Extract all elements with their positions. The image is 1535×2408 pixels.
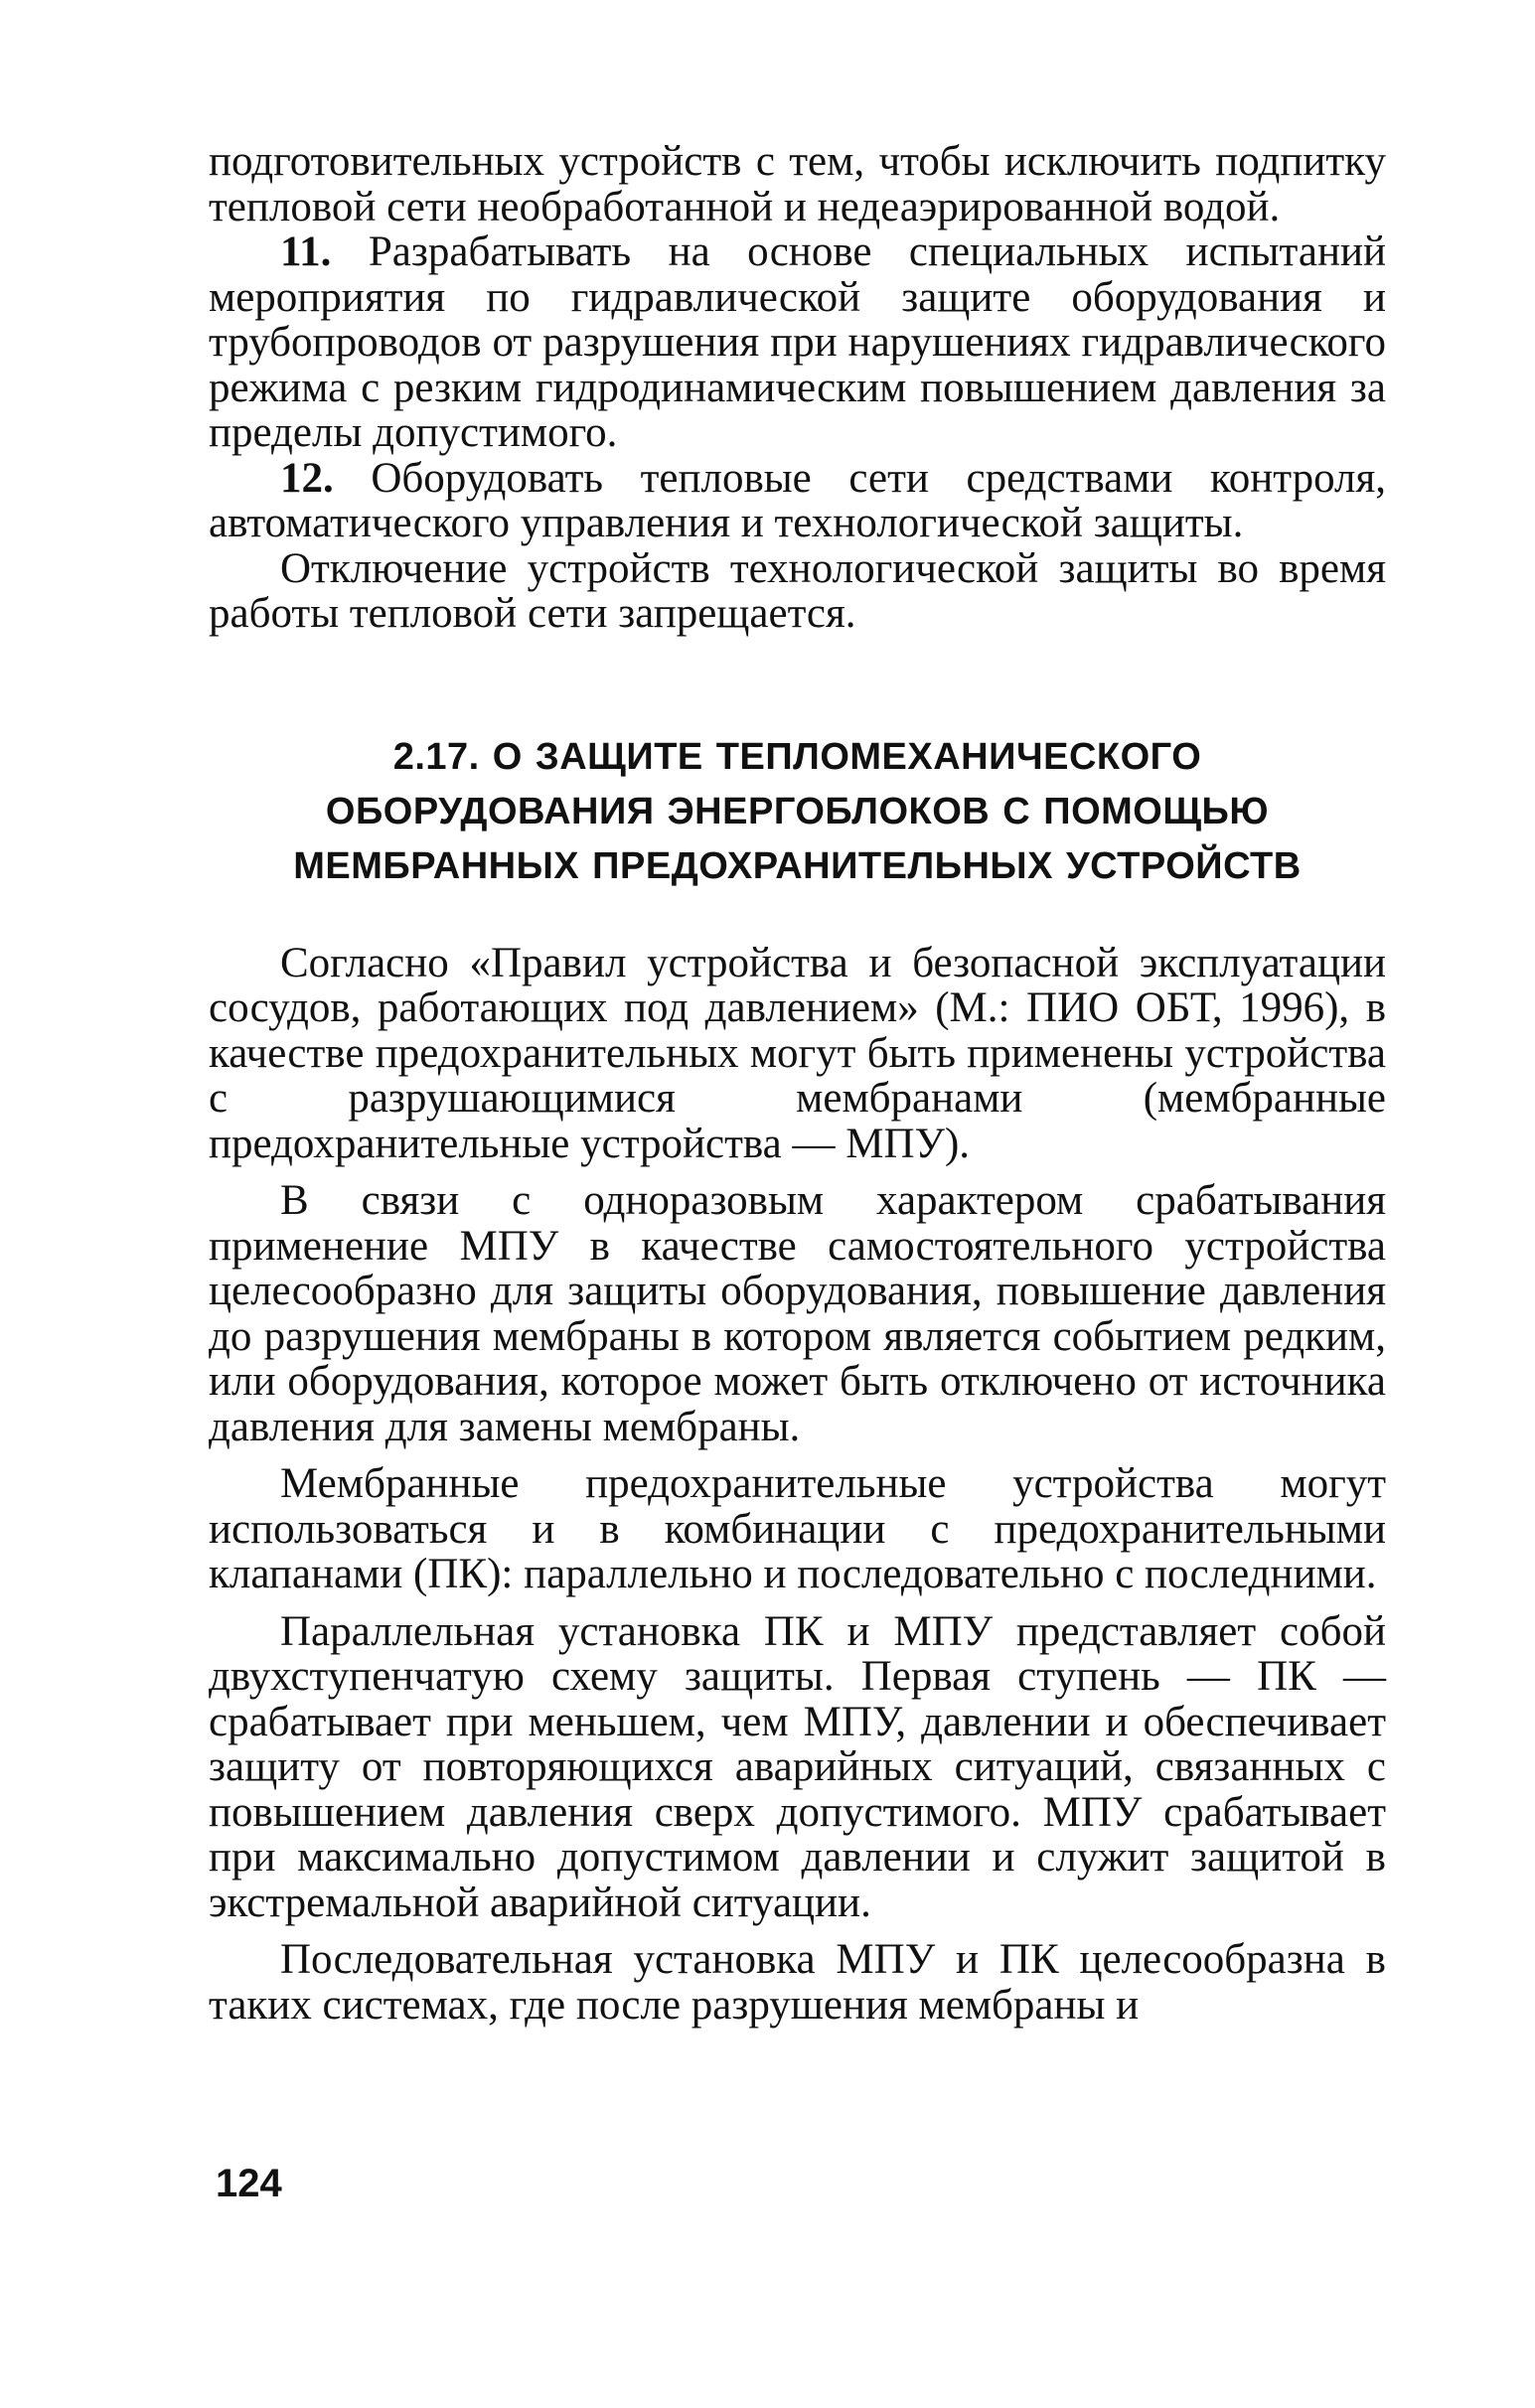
spacer — [209, 637, 1386, 730]
section-heading-line-3: МЕМБРАННЫХ ПРЕДОХРАНИТЕЛЬНЫХ УСТРОЙСТВ — [293, 844, 1302, 887]
paragraph-shutdown-note: Отключение устройств технологической защиты во время работы тепловой сети запрещается. — [209, 544, 1386, 637]
item-text-12: Оборудовать тепловые сети средствами контроля, автоматического управления и технологической защиты. — [209, 454, 1386, 546]
page-number: 124 — [216, 2162, 282, 2205]
paragraph-combination: Мембранные предохранительные устройства могут использоваться и в комбинации с предохранительными клапанами (ПК): параллельно и последовательно с последними. — [209, 1460, 1386, 1597]
item-text-11: Разрабатывать на основе специальных испытаний мероприятия по гидравлической защите оборудования и трубопроводов от разрушения при нарушениях гидравлического режима с резким гидродинамическим повышением давления за пределы допустимого. — [209, 228, 1386, 456]
paragraph-rules-reference: Согласно «Правил устройства и безопасной эксплуатации сосудов, работающих под давлением» (М.: ПИО ОБТ, 1996), в качестве предохранительных могут быть применены устройства с разрушающимися мембранами (мембранные предохранительные устройства — МПУ). — [209, 939, 1386, 1167]
paragraph-continued: подготовительных устройств с тем, чтобы исключить подпитку тепловой сети необработанной и недеаэрированной водой. — [209, 138, 1386, 230]
section-heading-line-2: ОБОРУДОВАНИЯ ЭНЕРГОБЛОКОВ С ПОМОЩЬЮ — [325, 790, 1270, 832]
page-body — [209, 139, 1386, 2028]
item-number-12: 12. — [280, 454, 334, 502]
paragraph-item-11 — [209, 229, 1386, 456]
section-heading-line-1: 2.17. О ЗАЩИТЕ ТЕПЛОМЕХАНИЧЕСКОГО — [392, 735, 1202, 778]
paragraph-item-12 — [209, 456, 1386, 546]
paragraph-single-use: В связи с одноразовым характером срабатывания применение МПУ в качестве самостоятельного устройства целесообразно для защиты оборудования, повышение давления до разрушения мембраны в котором является событием редким, или оборудования, которое может быть отключено от источника давления для замены мембраны. — [209, 1177, 1386, 1450]
spacer — [209, 894, 1386, 941]
paragraph-parallel-installation: Параллельная установка ПК и МПУ представляет собой двухступенчатую схему защиты. Первая ступень — ПК — срабатывает при меньшем, чем МПУ, давлении и обеспечивает защиту от повторяющихся аварийных ситуаций, связанных с повышением давления сверх допустимого. МПУ срабатывает при максимально допустимом давлении и служит защитой в экстремальной аварийной ситуации. — [209, 1607, 1386, 1926]
section-heading — [209, 730, 1386, 894]
item-number-11: 11. — [280, 228, 332, 275]
paragraph-serial-installation: Последовательная установка МПУ и ПК целесообразна в таких системах, где после разрушения мембраны и — [209, 1936, 1386, 2029]
spacer — [209, 1597, 1386, 1609]
